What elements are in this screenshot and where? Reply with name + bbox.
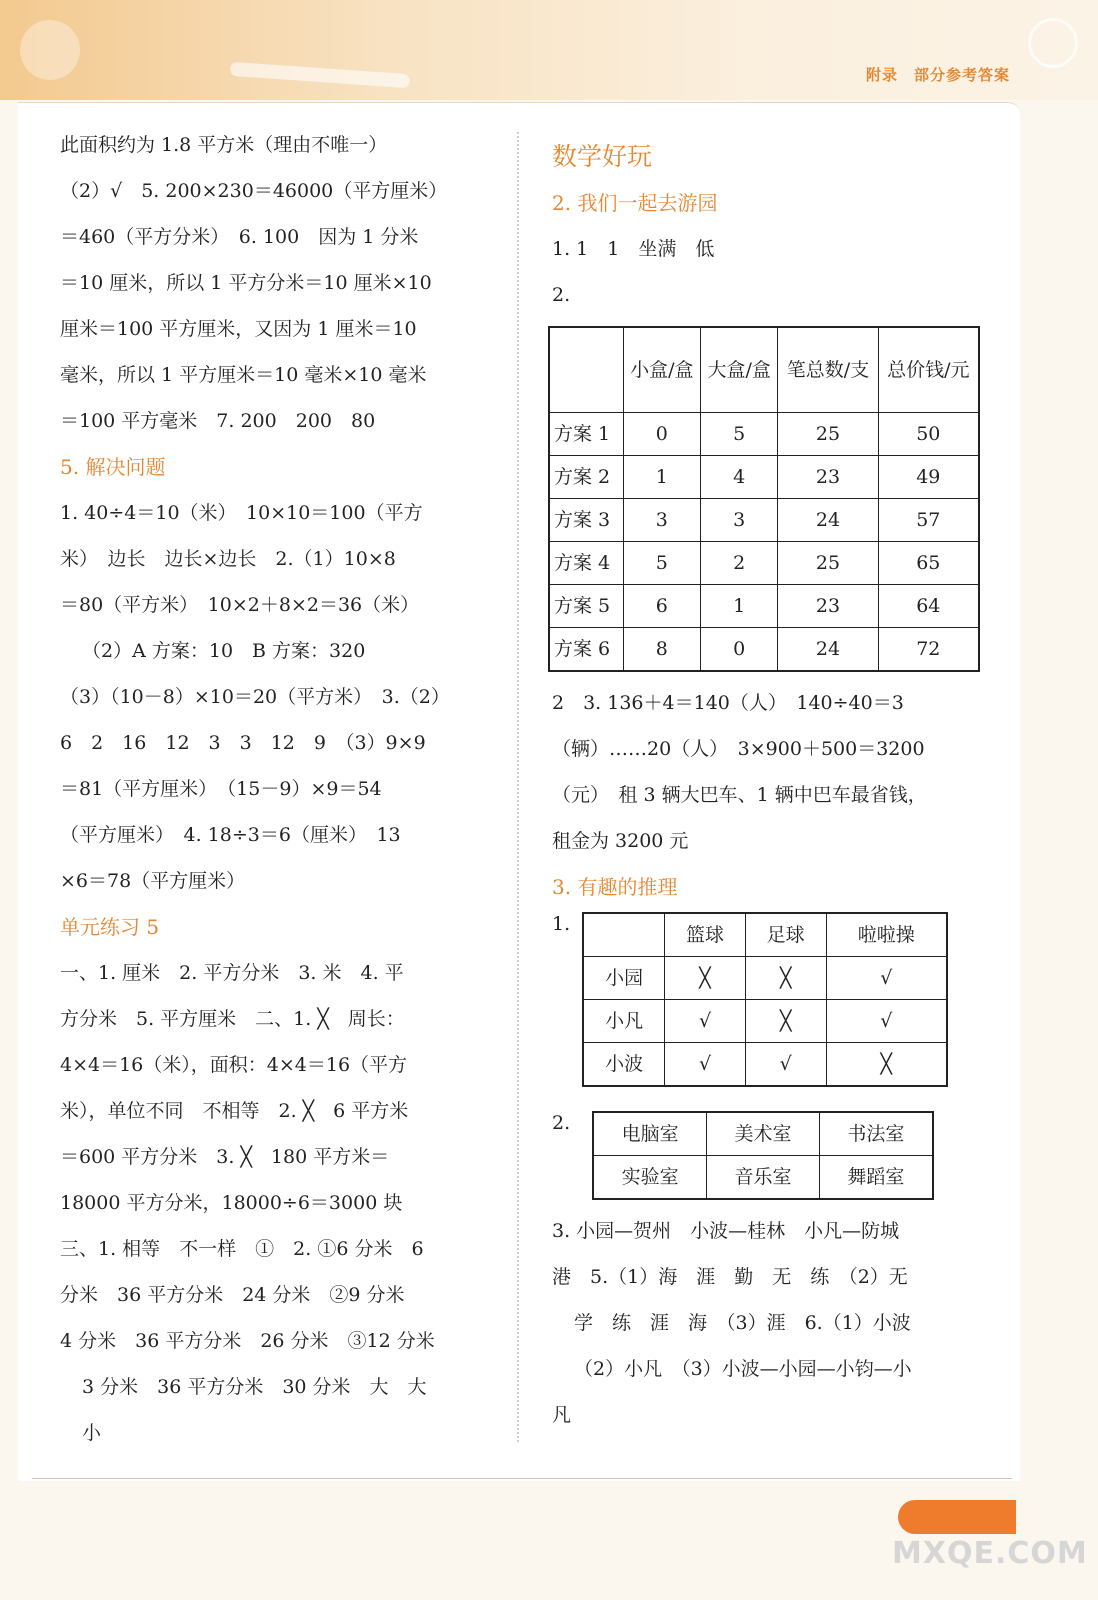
text-line: 2 3. 136＋4＝140（人） 140÷40＝3	[552, 692, 904, 714]
table-cell: 实验室	[593, 1156, 707, 1200]
text-line: （平方厘米） 4. 18÷3＝6（厘米） 13	[60, 824, 401, 846]
text-line: 学 练 涯 海 （3）涯 6.（1）小波	[574, 1312, 911, 1334]
text-line: 米） 边长 边长×边长 2.（1）10×8	[60, 548, 396, 570]
text-line: ×6＝78（平方厘米）	[60, 870, 246, 892]
table-cell: 3	[623, 499, 700, 542]
table-cell: 小园	[583, 957, 665, 1000]
text-line: 4×4＝16（米），面积：4×4＝16（平方	[60, 1054, 408, 1076]
table-cell: 方案 4	[549, 542, 623, 585]
table-cell: 方案 2	[549, 456, 623, 499]
plan-table	[548, 326, 980, 672]
table-cell: 0	[700, 628, 777, 672]
table-header-row	[583, 913, 947, 957]
decor-circle	[20, 20, 80, 80]
text-line: 3. 小园—贺州 小波—桂林 小凡—防城	[552, 1220, 900, 1242]
text-line: （2）A 方案：10 B 方案：320	[82, 640, 366, 662]
reasoning-table	[582, 912, 948, 1087]
text-line: 分米 36 平方分米 24 分米 ②9 分米	[60, 1284, 405, 1306]
table-cell: 72	[878, 628, 979, 672]
table-cell: 23	[778, 585, 878, 628]
table-cell: 25	[778, 542, 878, 585]
section-heading: 2. 我们一起去游园	[552, 191, 718, 215]
text-line: 港 5.（1）海 涯 勤 无 练 （2）无	[552, 1266, 908, 1288]
header-band	[0, 0, 1098, 100]
table-header-cell: 啦啦操	[826, 913, 947, 957]
table-row	[593, 1112, 933, 1156]
table-row	[549, 413, 979, 456]
text-line: 米），单位不同 不相等 2. ╳ 6 平方米	[60, 1100, 409, 1122]
right-column	[552, 134, 982, 1438]
header-section: 部分参考答案	[914, 66, 1011, 84]
bottom-rule	[32, 1478, 1012, 1479]
table-header-cell	[549, 327, 623, 413]
table-cell: 方案 3	[549, 499, 623, 542]
text-line: 3 分米 36 平方分米 30 分米 大 大	[82, 1376, 427, 1398]
table-header-cell: 小盒/盒	[623, 327, 700, 413]
rooms-table-block	[552, 1111, 982, 1200]
table-cell: ╳	[826, 1043, 947, 1087]
table-cell: 0	[623, 413, 700, 456]
table-cell: 方案 6	[549, 628, 623, 672]
text-line: 租金为 3200 元	[552, 830, 689, 852]
table-header-cell: 笔总数/支	[778, 327, 878, 413]
table-cell: 美术室	[707, 1112, 820, 1156]
running-header	[866, 64, 1010, 85]
table-cell: ╳	[745, 1000, 826, 1043]
table-cell: 65	[878, 542, 979, 585]
watermark: MXQE.COM	[892, 1536, 1088, 1571]
table-cell: √	[665, 1043, 746, 1087]
text-line: ＝10 厘米，所以 1 平方分米＝10 厘米×10	[60, 272, 432, 294]
table-cell: 电脑室	[593, 1112, 707, 1156]
table-cell: √	[826, 957, 947, 1000]
table-cell: 24	[778, 499, 878, 542]
column-divider	[517, 132, 519, 1442]
table-cell: 64	[878, 585, 979, 628]
table-cell: 音乐室	[707, 1156, 820, 1200]
table-cell: 4	[700, 456, 777, 499]
table-header-row	[549, 327, 979, 413]
table-cell: 2	[700, 542, 777, 585]
table-header-cell	[583, 913, 665, 957]
table-cell: 小凡	[583, 1000, 665, 1043]
text-line: 一、1. 厘米 2. 平方分米 3. 米 4. 平	[60, 962, 404, 984]
table-row	[549, 542, 979, 585]
item-number: 1.	[552, 913, 571, 935]
text-line: （辆）……20（人） 3×900＋500＝3200	[552, 738, 925, 760]
text-line: 1. 1 1 坐满 低	[552, 238, 715, 260]
table-header-cell: 大盒/盒	[700, 327, 777, 413]
table-cell: √	[745, 1043, 826, 1087]
reasoning-table-block	[552, 912, 982, 1087]
table-cell: 8	[623, 628, 700, 672]
table-cell: 5	[700, 413, 777, 456]
text-line: （2）小凡 （3）小波—小园—小钧—小	[574, 1358, 912, 1380]
rooms-table	[592, 1111, 934, 1200]
table-row	[593, 1156, 933, 1200]
table-cell: 5	[623, 542, 700, 585]
table-cell: 6	[623, 585, 700, 628]
text-line: 毫米，所以 1 平方厘米＝10 毫米×10 毫米	[60, 364, 427, 386]
table-cell: 1	[623, 456, 700, 499]
table-row	[549, 628, 979, 672]
decor-ring	[1028, 18, 1078, 68]
page-tab	[898, 1500, 1016, 1534]
table-cell: 50	[878, 413, 979, 456]
table-header-cell: 总价钱/元	[878, 327, 979, 413]
text-line: ＝80（平方米） 10×2＋8×2＝36（米）	[60, 594, 420, 616]
text-line: 4 分米 36 平方分米 26 分米 ③12 分米	[60, 1330, 435, 1352]
table-cell: 57	[878, 499, 979, 542]
table-row	[549, 499, 979, 542]
table-row	[583, 1043, 947, 1087]
table-cell: 小波	[583, 1043, 665, 1087]
text-line: ＝600 平方分米 3. ╳ 180 平方米＝	[60, 1146, 390, 1168]
text-line: 三、1. 相等 不一样 ① 2. ①6 分米 6	[60, 1238, 424, 1260]
left-column	[60, 122, 484, 1456]
text-line: （2）√ 5. 200×230＝46000（平方厘米）	[60, 180, 448, 202]
table-cell: 书法室	[819, 1112, 933, 1156]
header-appendix: 附录	[866, 66, 899, 84]
unit-heading: 单元练习 5	[60, 915, 160, 939]
table-cell: ╳	[745, 957, 826, 1000]
table-cell: 方案 1	[549, 413, 623, 456]
text-line: ＝81（平方厘米） （15－9）×9＝54	[60, 778, 382, 800]
section-heading: 3. 有趣的推理	[552, 875, 678, 899]
text-line: 1. 40÷4＝10（米） 10×10＝100（平方	[60, 502, 423, 524]
table-cell: 23	[778, 456, 878, 499]
text-line: 小	[82, 1422, 102, 1444]
table-cell: 49	[878, 456, 979, 499]
text-line: 2.	[552, 284, 571, 306]
table-row	[583, 1000, 947, 1043]
text-line: 6 2 16 12 3 3 12 9 （3）9×9	[60, 732, 426, 754]
decor-swirl	[230, 62, 411, 89]
table-cell: 舞蹈室	[819, 1156, 933, 1200]
text-line: 此面积约为 1.8 平方米（理由不唯一）	[60, 134, 388, 156]
table-cell: ╳	[665, 957, 746, 1000]
table-cell: 方案 5	[549, 585, 623, 628]
table-header-cell: 篮球	[665, 913, 746, 957]
text-line: （元） 租 3 辆大巴车、1 辆中巴车最省钱，	[552, 784, 927, 806]
text-line: （3）（10－8）×10＝20（平方米） 3.（2）	[60, 686, 450, 708]
table-row	[549, 456, 979, 499]
table-cell: 1	[700, 585, 777, 628]
table-cell: √	[665, 1000, 746, 1043]
item-number: 2.	[552, 1112, 571, 1134]
table-cell: 3	[700, 499, 777, 542]
section-heading: 5. 解决问题	[60, 455, 166, 479]
table-cell: 25	[778, 413, 878, 456]
text-line: 18000 平方分米，18000÷6＝3000 块	[60, 1192, 403, 1214]
text-line: 厘米＝100 平方厘米，又因为 1 厘米＝10	[60, 318, 417, 340]
table-row	[583, 957, 947, 1000]
text-line: ＝460（平方分米） 6. 100 因为 1 分米	[60, 226, 419, 248]
text-line: 方分米 5. 平方厘米 二、1. ╳ 周长：	[60, 1008, 405, 1030]
table-cell: 24	[778, 628, 878, 672]
text-line: ＝100 平方毫米 7. 200 200 80	[60, 410, 376, 432]
main-title: 数学好玩	[552, 142, 653, 171]
table-cell: √	[826, 1000, 947, 1043]
table-row	[549, 585, 979, 628]
text-line: 凡	[552, 1404, 572, 1426]
table-header-cell: 足球	[745, 913, 826, 957]
